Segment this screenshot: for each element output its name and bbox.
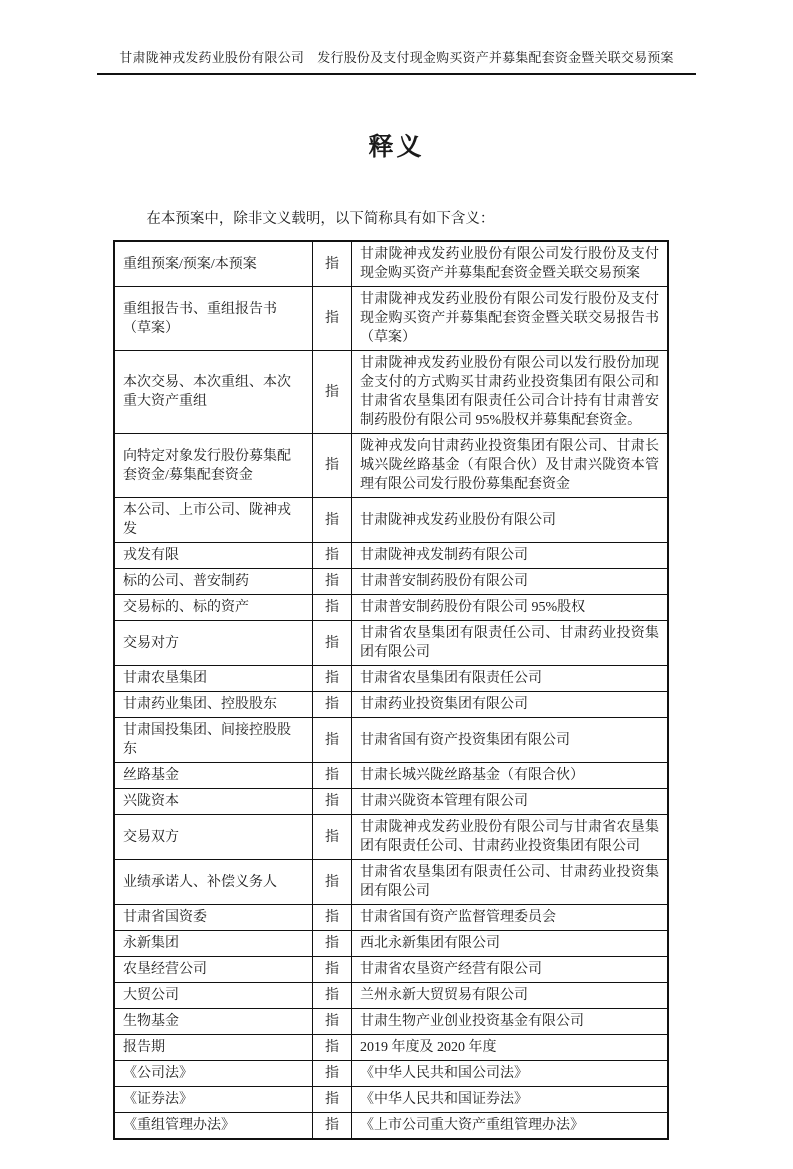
term-cell: 甘肃药业集团、控股股东 bbox=[114, 692, 313, 718]
zhi-cell: 指 bbox=[313, 789, 352, 815]
table-row bbox=[114, 621, 668, 666]
zhi-cell: 指 bbox=[313, 543, 352, 569]
definition-cell: 甘肃陇神戎发制药有限公司 bbox=[352, 543, 669, 569]
page-title: 释义 bbox=[368, 134, 425, 161]
term-cell: 报告期 bbox=[114, 1035, 313, 1061]
term-cell: 交易双方 bbox=[114, 815, 313, 860]
table-row bbox=[114, 1035, 668, 1061]
zhi-cell: 指 bbox=[313, 1035, 352, 1061]
zhi-cell: 指 bbox=[313, 569, 352, 595]
term-cell: 本公司、上市公司、陇神戎发 bbox=[114, 498, 313, 543]
table-row bbox=[114, 287, 668, 351]
definition-cell: 2019 年度及 2020 年度 bbox=[352, 1035, 669, 1061]
term-cell: 重组报告书、重组报告书（草案） bbox=[114, 287, 313, 351]
term-cell: 交易对方 bbox=[114, 621, 313, 666]
zhi-cell: 指 bbox=[313, 1113, 352, 1140]
zhi-cell: 指 bbox=[313, 241, 352, 287]
zhi-cell: 指 bbox=[313, 815, 352, 860]
table-row bbox=[114, 666, 668, 692]
table-row bbox=[114, 241, 668, 287]
definition-cell: 陇神戎发向甘肃药业投资集团有限公司、甘肃长城兴陇丝路基金（有限合伙）及甘肃兴陇资本管理有限公司发行股份募集配套资金 bbox=[352, 434, 669, 498]
table-row bbox=[114, 957, 668, 983]
zhi-cell: 指 bbox=[313, 860, 352, 905]
table-row bbox=[114, 931, 668, 957]
table-row bbox=[114, 498, 668, 543]
term-cell: 永新集团 bbox=[114, 931, 313, 957]
table-row bbox=[114, 1113, 668, 1140]
definition-cell: 甘肃陇神戎发药业股份有限公司与甘肃省农垦集团有限责任公司、甘肃药业投资集团有限公司 bbox=[352, 815, 669, 860]
definition-cell: 甘肃省农垦集团有限责任公司、甘肃药业投资集团有限公司 bbox=[352, 860, 669, 905]
definition-cell: 《中华人民共和国证券法》 bbox=[352, 1087, 669, 1113]
definition-cell: 甘肃生物产业创业投资基金有限公司 bbox=[352, 1009, 669, 1035]
term-cell: 重组预案/预案/本预案 bbox=[114, 241, 313, 287]
definition-cell: 甘肃普安制药股份有限公司 bbox=[352, 569, 669, 595]
table-row bbox=[114, 905, 668, 931]
table-row bbox=[114, 1009, 668, 1035]
table-row bbox=[114, 983, 668, 1009]
zhi-cell: 指 bbox=[313, 983, 352, 1009]
zhi-cell: 指 bbox=[313, 498, 352, 543]
definition-cell: 甘肃省农垦集团有限责任公司、甘肃药业投资集团有限公司 bbox=[352, 621, 669, 666]
term-cell: 向特定对象发行股份募集配套资金/募集配套资金 bbox=[114, 434, 313, 498]
definition-cell: 甘肃陇神戎发药业股份有限公司发行股份及支付现金购买资产并募集配套资金暨关联交易报告书（草案） bbox=[352, 287, 669, 351]
definition-cell: 兰州永新大贸贸易有限公司 bbox=[352, 983, 669, 1009]
term-cell: 甘肃国投集团、间接控股股东 bbox=[114, 718, 313, 763]
zhi-cell: 指 bbox=[313, 763, 352, 789]
term-cell: 大贸公司 bbox=[114, 983, 313, 1009]
term-cell: 兴陇资本 bbox=[114, 789, 313, 815]
definition-cell: 甘肃普安制药股份有限公司 95%股权 bbox=[352, 595, 669, 621]
term-cell: 丝路基金 bbox=[114, 763, 313, 789]
term-cell: 甘肃农垦集团 bbox=[114, 666, 313, 692]
zhi-cell: 指 bbox=[313, 595, 352, 621]
table-row bbox=[114, 763, 668, 789]
term-cell: 《重组管理办法》 bbox=[114, 1113, 313, 1140]
zhi-cell: 指 bbox=[313, 718, 352, 763]
definition-cell: 甘肃省农垦集团有限责任公司 bbox=[352, 666, 669, 692]
term-cell: 《证券法》 bbox=[114, 1087, 313, 1113]
table-row bbox=[114, 351, 668, 434]
term-cell: 业绩承诺人、补偿义务人 bbox=[114, 860, 313, 905]
definition-cell: 甘肃陇神戎发药业股份有限公司以发行股份加现金支付的方式购买甘肃药业投资集团有限公司和甘肃省农垦集团有限责任公司合计持有甘肃普安制药股份有限公司 95%股权并募集配套资金。 bbox=[352, 351, 669, 434]
zhi-cell: 指 bbox=[313, 287, 352, 351]
table-row bbox=[114, 1087, 668, 1113]
definition-cell: 《上市公司重大资产重组管理办法》 bbox=[352, 1113, 669, 1140]
definitions-table bbox=[113, 240, 669, 1140]
table-row bbox=[114, 543, 668, 569]
definition-cell: 甘肃省国有资产监督管理委员会 bbox=[352, 905, 669, 931]
zhi-cell: 指 bbox=[313, 957, 352, 983]
table-row bbox=[114, 718, 668, 763]
term-cell: 本次交易、本次重组、本次重大资产重组 bbox=[114, 351, 313, 434]
zhi-cell: 指 bbox=[313, 351, 352, 434]
intro-paragraph: 在本预案中，除非文义载明，以下简称具有如下含义： bbox=[146, 211, 495, 227]
header-text: 甘肃陇神戎发药业股份有限公司 发行股份及支付现金购买资产并募集配套资金暨关联交易预案 bbox=[119, 50, 674, 65]
term-cell: 生物基金 bbox=[114, 1009, 313, 1035]
term-cell: 戎发有限 bbox=[114, 543, 313, 569]
zhi-cell: 指 bbox=[313, 621, 352, 666]
zhi-cell: 指 bbox=[313, 905, 352, 931]
table-row bbox=[114, 434, 668, 498]
zhi-cell: 指 bbox=[313, 692, 352, 718]
table-row bbox=[114, 860, 668, 905]
zhi-cell: 指 bbox=[313, 1009, 352, 1035]
term-cell: 甘肃省国资委 bbox=[114, 905, 313, 931]
zhi-cell: 指 bbox=[313, 931, 352, 957]
table-row bbox=[114, 815, 668, 860]
definition-cell: 甘肃省国有资产投资集团有限公司 bbox=[352, 718, 669, 763]
term-cell: 《公司法》 bbox=[114, 1061, 313, 1087]
definition-cell: 甘肃长城兴陇丝路基金（有限合伙） bbox=[352, 763, 669, 789]
document-page bbox=[0, 47, 793, 1169]
definition-cell: 甘肃陇神戎发药业股份有限公司发行股份及支付现金购买资产并募集配套资金暨关联交易预案 bbox=[352, 241, 669, 287]
table-row bbox=[114, 692, 668, 718]
term-cell: 标的公司、普安制药 bbox=[114, 569, 313, 595]
definition-cell: 西北永新集团有限公司 bbox=[352, 931, 669, 957]
table-row bbox=[114, 1061, 668, 1087]
table-row bbox=[114, 595, 668, 621]
table-row bbox=[114, 569, 668, 595]
definition-cell: 甘肃省农垦资产经营有限公司 bbox=[352, 957, 669, 983]
definition-cell: 甘肃药业投资集团有限公司 bbox=[352, 692, 669, 718]
table-row bbox=[114, 789, 668, 815]
definition-cell: 甘肃陇神戎发药业股份有限公司 bbox=[352, 498, 669, 543]
zhi-cell: 指 bbox=[313, 1087, 352, 1113]
zhi-cell: 指 bbox=[313, 666, 352, 692]
page-header bbox=[97, 47, 696, 75]
term-cell: 交易标的、标的资产 bbox=[114, 595, 313, 621]
term-cell: 农垦经营公司 bbox=[114, 957, 313, 983]
definition-cell: 甘肃兴陇资本管理有限公司 bbox=[352, 789, 669, 815]
zhi-cell: 指 bbox=[313, 434, 352, 498]
zhi-cell: 指 bbox=[313, 1061, 352, 1087]
definition-cell: 《中华人民共和国公司法》 bbox=[352, 1061, 669, 1087]
